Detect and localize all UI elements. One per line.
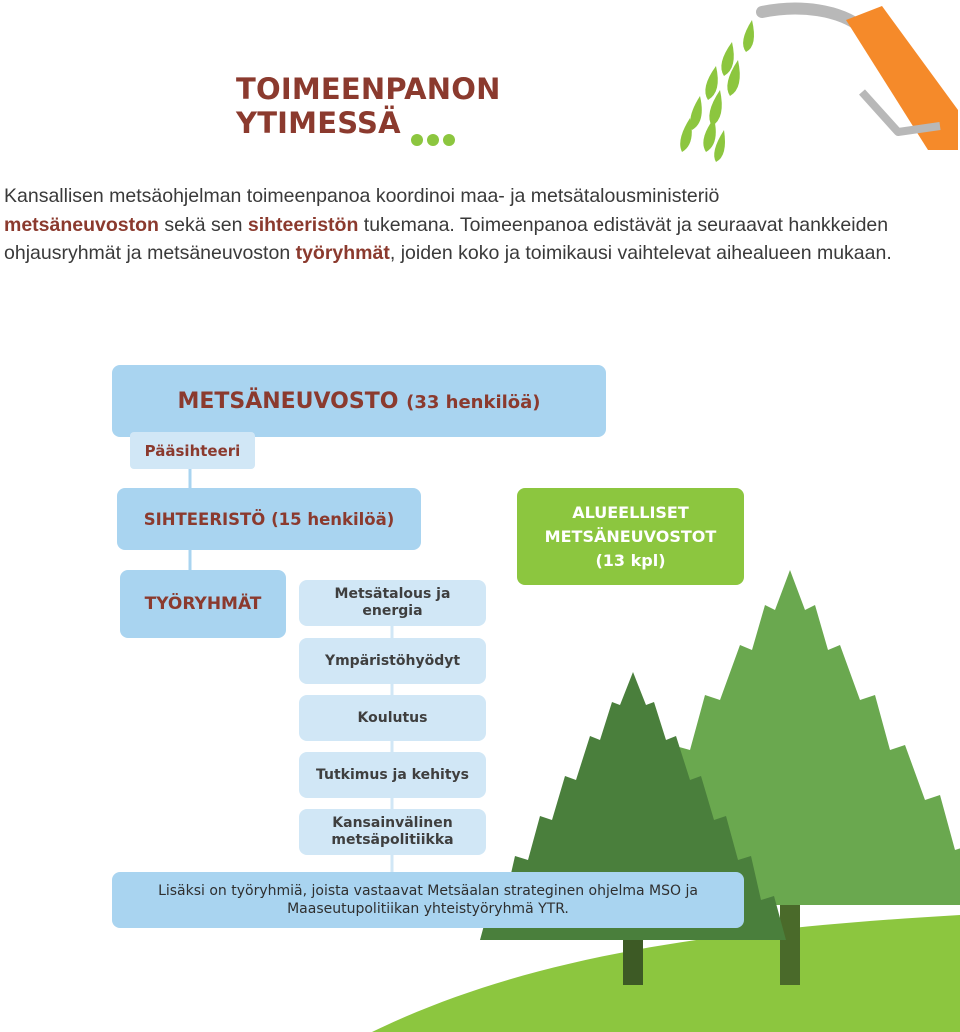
workgroup-item: Tutkimus ja kehitys: [299, 752, 486, 798]
highlight-metsaneuvosto: metsäneuvoston: [4, 213, 159, 236]
intro-paragraph: Kansallisen metsäohjelman toimeenpanoa koordinoi maa- ja metsätalousministeriö metsäneuvoston sekä sen sihteeristön tukemana. Toimeenpanoa edistävät ja seuraavat hankkeiden ohjausryhmät ja metsäneuvoston työryhmät, joiden koko ja toimikausi vaihtelevat aihealueen mukaan.: [4, 185, 892, 264]
note-box: [112, 872, 744, 928]
secretary-general-box: [130, 432, 255, 469]
note-line-1: Lisäksi on työryhmiä, joista vastaavat Metsäalan strateginen ohjelma MSO ja: [158, 883, 698, 899]
page-title: TOIMEENPANON YTIMESSÄ: [236, 72, 501, 140]
secretary-general-label: Pääsihteeri: [144, 441, 241, 460]
workgroup-item: Ympäristöhyödyt: [299, 638, 486, 684]
note-line-2: Maaseutupolitiikan yhteistyöryhmä YTR.: [287, 901, 569, 917]
council-box: [112, 365, 606, 437]
regional-line-3: (13 kpl): [595, 550, 666, 570]
regional-line-1: ALUEELLISET: [572, 502, 689, 522]
highlight-sihteeristo: sihteeristön: [247, 213, 359, 236]
workgroups-label: TYÖRYHMÄT: [144, 594, 262, 614]
workgroup-item: Koulutus: [299, 695, 486, 741]
secretariat-label: SIHTEERISTÖ (15 henkilöä): [143, 509, 395, 529]
regional-line-2: METSÄNEUVOSTOT: [544, 526, 717, 546]
regional-councils-box: [517, 488, 744, 585]
council-title: METSÄNEUVOSTO (33 henkilöä): [177, 388, 541, 414]
workgroup-item: Kansainvälinen metsäpolitiikka: [299, 809, 486, 855]
workgroups-box: [120, 570, 286, 638]
workgroup-item: Metsätalous ja energia: [299, 580, 486, 626]
highlight-tyoryhmat: työryhmät: [295, 242, 390, 264]
secretariat-box: [117, 488, 421, 550]
